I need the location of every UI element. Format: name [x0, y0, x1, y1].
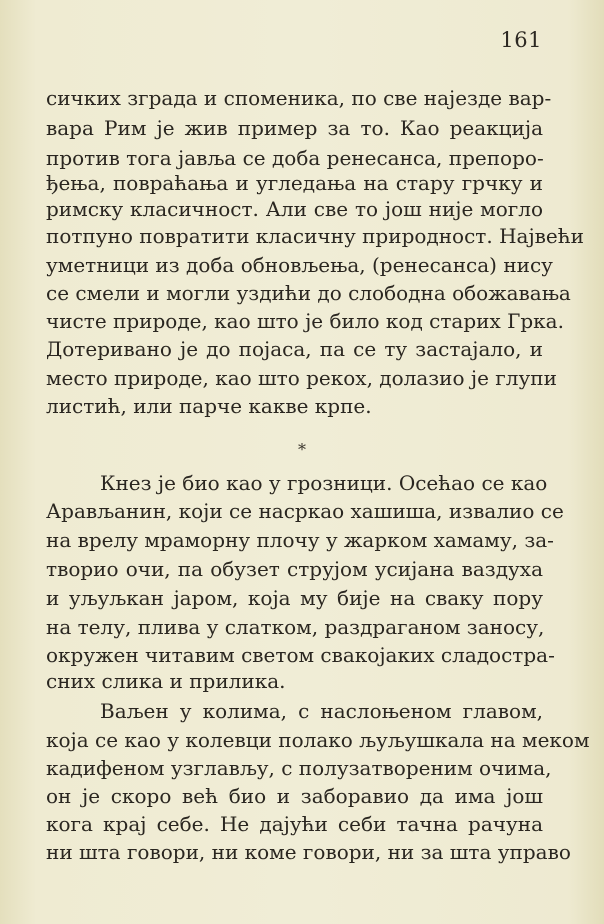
text-line: се смели и могли уздићи до слободна обожавања — [46, 281, 571, 305]
text-line: кога крај себе. Не дајући себи тачна рачуна — [46, 812, 543, 836]
text-line: Дотеривано је до појаса, па се ту застајало, и — [46, 337, 543, 361]
text-line: чисте природе, као што је било код старих Грка. — [46, 309, 564, 333]
text-line: ни шта говори, ни коме говори, ни за шта управо — [46, 840, 571, 864]
text-line: листић, или парче какве крпе. — [46, 394, 372, 418]
text-line: кадифеном узглављу, с полузатвореним очима, — [46, 756, 552, 780]
text-line: Кнез је био као у грозници. Осећао се као — [100, 471, 548, 495]
text-line: окружен читавим светом свакојаких сладостра- — [46, 643, 555, 667]
text-line: он је скоро већ био и заборавио да има још — [46, 784, 543, 808]
text-line: Ваљен у колима, с наслоњеном главом, — [100, 699, 543, 723]
text-line: римску класичност. Али све то још није могло — [46, 197, 543, 221]
page-number: 161 — [500, 28, 542, 52]
text-line: на телу, плива у слатком, раздраганом заносу, — [46, 615, 545, 639]
text-line: сних слика и прилика. — [46, 669, 286, 693]
text-line: место природе, као што рекох, долазио је глупи — [46, 366, 557, 390]
text-line: вара Рим је жив пример за то. Као реакција — [46, 116, 543, 140]
text-line: Арављанин, који се насркао хашиша, извалио се — [46, 499, 564, 523]
text-line: уметници из доба обновљења, (ренесанса) нису — [46, 253, 553, 277]
text-line: сичких зграда и споменика, по све најезде вар- — [46, 86, 552, 110]
text-line: ђења, повраћања и угледања на стару грчку и — [46, 171, 543, 195]
section-separator: * — [298, 440, 306, 459]
text-line: и уљуљкан јаром, која му бије на сваку пору — [46, 586, 543, 610]
text-line: која се као у колевци полако љуљушкала на меком — [46, 728, 590, 752]
text-line: потпуно повратити класичну природност. Највећи — [46, 224, 584, 248]
text-line: против тога јавља се доба ренесанса, препоро- — [46, 146, 544, 170]
text-line: творио очи, па обузет струјом усијана ваздуха — [46, 557, 543, 581]
text-line: на врелу мраморну плочу у жарком хамаму, за- — [46, 528, 554, 552]
